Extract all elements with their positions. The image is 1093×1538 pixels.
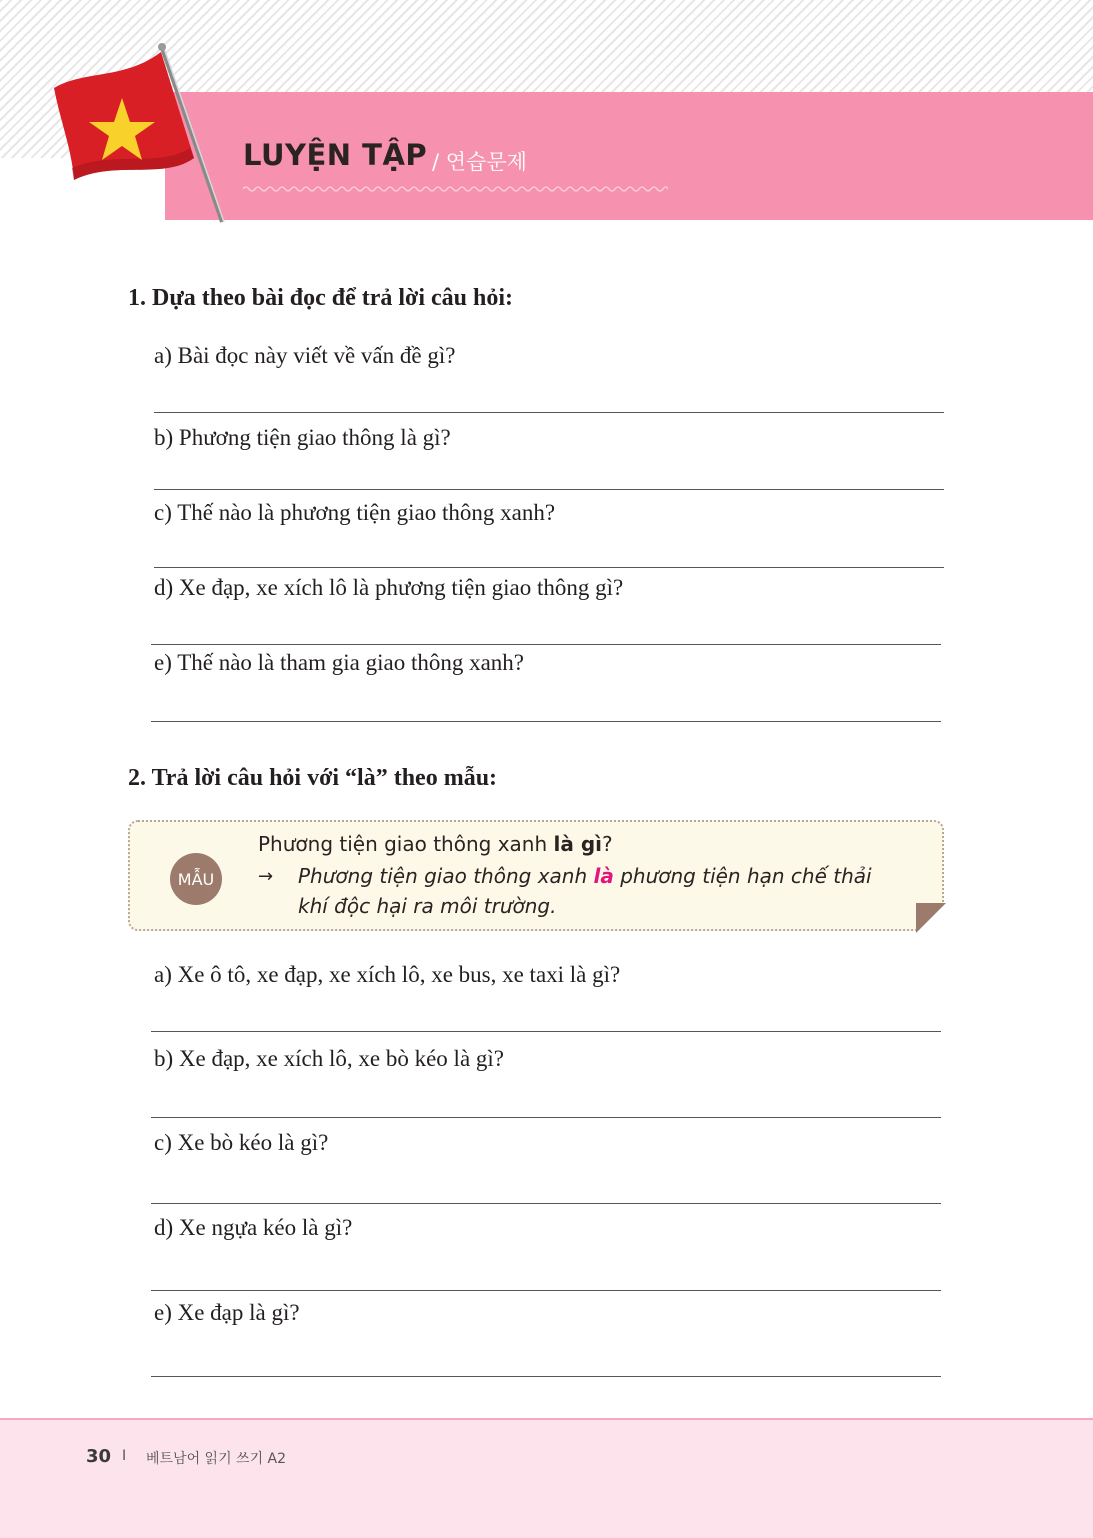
s1-answer-line-b[interactable] xyxy=(154,489,944,490)
s1-answer-line-a[interactable] xyxy=(154,412,944,413)
footer-separator: I xyxy=(122,1448,127,1464)
s1-question-b: b) Phương tiện giao thông là gì? xyxy=(154,425,451,450)
sample-answer-line-1: Phương tiện giao thông xanh là phương tiện hạn chế thải xyxy=(298,864,872,888)
section-2-heading: 2. Trả lời câu hỏi với “là” theo mẫu: xyxy=(128,765,498,791)
s1-answer-line-c[interactable] xyxy=(154,567,944,568)
s1-question-a: a) Bài đọc này viết về vấn đề gì? xyxy=(154,343,456,368)
s2-answer-line-c[interactable] xyxy=(151,1203,941,1204)
sample-question: Phương tiện giao thông xanh là gì? xyxy=(258,832,613,856)
page-subtitle: / 연습문제 xyxy=(432,150,527,174)
book-title: 베트남어 읽기 쓰기 A2 xyxy=(146,1451,287,1467)
s2-question-a: a) Xe ô tô, xe đạp, xe xích lô, xe bus, xe taxi là gì? xyxy=(154,962,621,987)
sample-badge: MẪU xyxy=(170,853,222,905)
s2-answer-line-e[interactable] xyxy=(151,1376,941,1377)
section-1-heading: 1. Dựa theo bài đọc để trả lời câu hỏi: xyxy=(128,285,514,311)
s1-question-e: e) Thế nào là tham gia giao thông xanh? xyxy=(154,650,525,675)
arrow-right-icon: → xyxy=(258,866,274,887)
page-fold-icon xyxy=(916,903,946,933)
s2-question-e: e) Xe đạp là gì? xyxy=(154,1300,300,1325)
title-wavy-underline xyxy=(243,184,668,194)
s2-question-b: b) Xe đạp, xe xích lô, xe bò kéo là gì? xyxy=(154,1046,504,1071)
page-title: LUYỆN TẬP xyxy=(243,138,428,172)
s1-question-c: c) Thế nào là phương tiện giao thông xanh? xyxy=(154,500,556,525)
s2-answer-line-a[interactable] xyxy=(151,1031,941,1032)
page-number: 30 xyxy=(86,1446,112,1467)
sample-answer-line-2: khí độc hại ra môi trường. xyxy=(298,894,557,918)
s2-answer-line-d[interactable] xyxy=(151,1290,941,1291)
page-footer xyxy=(0,1418,1093,1538)
vietnam-flag-icon xyxy=(44,40,244,230)
s2-question-c: c) Xe bò kéo là gì? xyxy=(154,1130,329,1155)
s2-answer-line-b[interactable] xyxy=(151,1117,941,1118)
s1-answer-line-d[interactable] xyxy=(151,644,941,645)
s1-question-d: d) Xe đạp, xe xích lô là phương tiện giao thông gì? xyxy=(154,575,624,600)
s1-answer-line-e[interactable] xyxy=(151,721,941,722)
s2-question-d: d) Xe ngựa kéo là gì? xyxy=(154,1215,353,1240)
